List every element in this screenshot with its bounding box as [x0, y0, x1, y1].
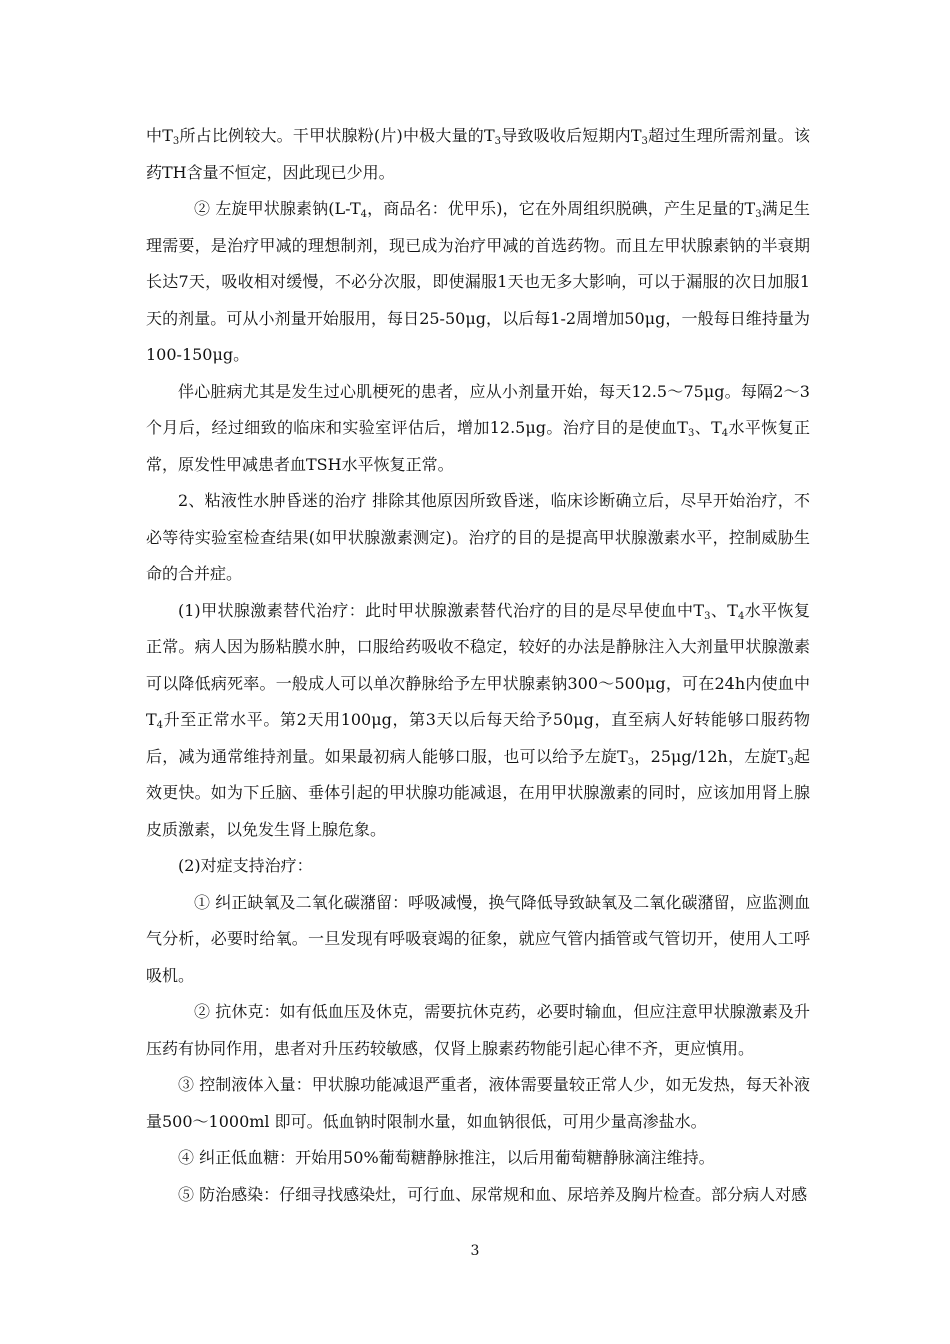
subscript: 3: [641, 136, 648, 147]
text-segment: 满足生理需要，是治疗甲减的理想制剂，现已成为治疗甲减的首选药物。而且左甲状腺素钠的半衰期长达7天，吸收相对缓慢，不必分次服，即使漏服1天也无多大影响，可以于漏服的次日加服1天的剂量。可从小剂量开始服用，每日25-50μg，以后每1-2周增加50μg，一般每日维持量为100-150μg。: [146, 199, 810, 364]
paragraph-shock: [146, 994, 810, 1067]
text-segment: (2)对症支持治疗：: [178, 856, 313, 875]
subscript: 4: [721, 428, 729, 439]
subscript: 3: [755, 209, 762, 220]
text-segment: 、T: [694, 418, 722, 437]
subscript: 3: [494, 136, 502, 147]
text-segment: ，商品名：优甲乐)，它在外周组织脱碘，产生足量的T: [367, 199, 756, 218]
paragraph-levothyroxine: [146, 191, 810, 374]
text-segment: ② 抗休克：如有低血压及休克，需要抗休克药，必要时输血，但应注意甲状腺激素及升压药有协同作用，患者对升压药较敏感，仅肾上腺素药物能引起心律不齐，更应慎用。: [146, 1002, 810, 1058]
text-segment: 导致吸收后短期内T: [501, 126, 642, 145]
text-segment: ② 左旋甲状腺素钠(L-T: [194, 199, 361, 218]
paragraph-heart-disease: [146, 374, 810, 484]
text-segment: ，25μg/12h，左旋T: [634, 746, 788, 766]
subscript: 3: [172, 136, 180, 147]
text-segment: 超过生理所需剂量。该药TH含量不恒定，因此现已少用。: [146, 126, 810, 182]
subscript: 4: [737, 610, 745, 622]
paragraph-hypoglycemia: [146, 1140, 810, 1177]
text-segment: ④ 纠正低血糖：开始用50%葡萄糖静脉推注，以后用葡萄糖静脉滴注维持。: [178, 1148, 715, 1167]
paragraph-supportive-heading: [146, 848, 810, 885]
text-segment: 水平恢复正常，原发性甲减患者血TSH水平恢复正常。: [146, 418, 810, 474]
subscript: 3: [627, 756, 635, 768]
paragraph-fluid-intake: [146, 1067, 810, 1140]
text-segment: 、T: [710, 600, 738, 620]
page-number: 3: [470, 1243, 480, 1259]
paragraph-myxedema-coma: [146, 483, 810, 593]
subscript: 4: [360, 209, 368, 220]
subscript: 3: [687, 428, 695, 439]
text-segment: (1)甲状腺激素替代治疗：此时甲状腺激素替代治疗的目的是尽早使血中T: [178, 600, 705, 620]
text-segment: 所占比例较大。干甲状腺粉(片)中极大量的T: [179, 126, 495, 145]
text-segment: 起效更快。如为下丘脑、垂体引起的甲状腺功能减退，在用甲状腺激素的同时，应该加用肾上腺皮质激素，以免发生肾上腺危象。: [146, 746, 810, 839]
subscript: 3: [704, 610, 711, 622]
paragraph-hypoxia: [146, 885, 810, 995]
text-segment: ⑤ 防治感染：仔细寻找感染灶，可行血、尿常规和血、尿培养及胸片检查。部分病人对感: [178, 1184, 808, 1204]
text-segment: 2、粘液性水肿昏迷的治疗 排除其他原因所致昏迷，临床诊断确立后，尽早开始治疗，不必等待实验室检查结果(如甲状腺激素测定)。治疗的目的是提高甲状腺激素水平，控制威胁生命的合并症。: [146, 491, 810, 583]
paragraph-dried-thyroid-continued: [146, 118, 810, 191]
subscript: 3: [787, 756, 794, 768]
paragraph-hormone-replacement: [146, 593, 810, 849]
text-segment: ③ 控制液体入量：甲状腺功能减退严重者，液体需要量较正常人少，如无发热，每天补液量500～1000ml 即可。低血钠时限制水量，如血钠很低，可用少量高渗盐水。: [146, 1075, 810, 1131]
text-segment: 伴心脏病尤其是发生过心肌梗死的患者，应从小剂量开始，每天12.5～75μg。每隔2～3个月后，经过细致的临床和实验室评估后，增加12.5μg。治疗目的是使血T: [146, 381, 810, 437]
text-segment: 水平恢复正常。病人因为肠粘膜水肿，口服给药吸收不稳定，较好的办法是静脉注入大剂量甲状腺激素可以降低病死率。一般成人可以单次静脉给予左甲状腺素钠300～500μg，可在24h内使血中T: [146, 600, 810, 729]
text-segment: 升至正常水平。第2天用100μg，第3天以后每天给予50μg，直至病人好转能够口服药物后，减为通常维持剂量。如果最初病人能够口服，也可以给予左旋T: [146, 710, 810, 766]
text-segment: 中T: [146, 126, 173, 145]
subscript: 4: [156, 720, 164, 731]
body-text: [146, 118, 810, 1213]
paragraph-infection: [146, 1177, 810, 1214]
text-segment: ① 纠正缺氧及二氧化碳潴留：呼吸减慢，换气降低导致缺氧及二氧化碳潴留，应监测血气分析，必要时给氧。一旦发现有呼吸衰竭的征象，就应气管内插管或气管切开，使用人工呼吸机。: [146, 892, 810, 985]
